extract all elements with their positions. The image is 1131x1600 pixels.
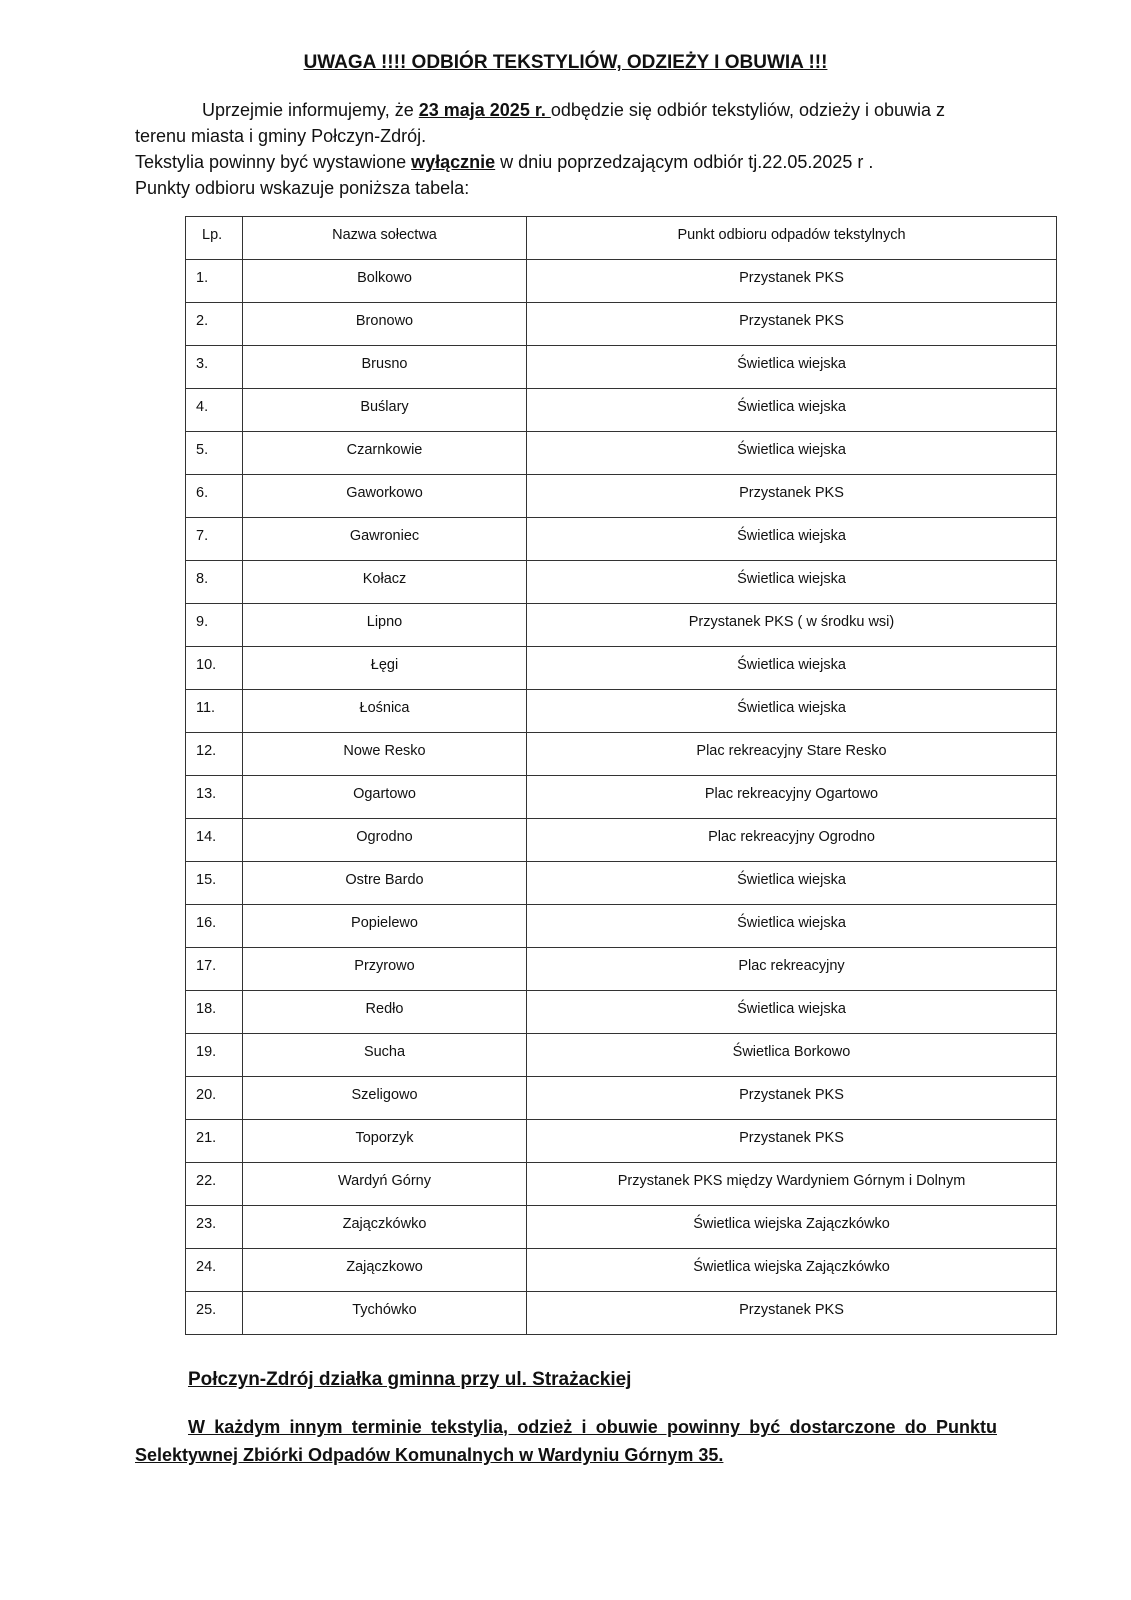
table-row bbox=[186, 346, 1057, 389]
row-name: Czarnkowie bbox=[243, 432, 527, 475]
row-name: Wardyń Górny bbox=[243, 1163, 527, 1206]
row-point: Przystanek PKS bbox=[527, 1077, 1057, 1120]
row-name: Gaworkowo bbox=[243, 475, 527, 518]
row-lp: 19. bbox=[186, 1034, 243, 1077]
row-name: Toporzyk bbox=[243, 1120, 527, 1163]
row-name: Ogartowo bbox=[243, 776, 527, 819]
row-lp: 1. bbox=[186, 260, 243, 303]
intro-line-2: terenu miasta i gminy Połczyn-Zdrój. bbox=[135, 126, 427, 146]
row-lp: 20. bbox=[186, 1077, 243, 1120]
row-name: Przyrowo bbox=[243, 948, 527, 991]
table-row bbox=[186, 260, 1057, 303]
table-row bbox=[186, 776, 1057, 819]
row-name: Kołacz bbox=[243, 561, 527, 604]
row-point: Plac rekreacyjny Ogrodno bbox=[527, 819, 1057, 862]
page-title: UWAGA !!!! ODBIÓR TEKSTYLIÓW, ODZIEŻY I OBUWIA !!! bbox=[303, 52, 828, 73]
row-lp: 24. bbox=[186, 1249, 243, 1292]
row-lp: 3. bbox=[186, 346, 243, 389]
table-row bbox=[186, 647, 1057, 690]
row-name: Zajączkowo bbox=[243, 1249, 527, 1292]
row-lp: 4. bbox=[186, 389, 243, 432]
table-row bbox=[186, 303, 1057, 346]
row-point: Świetlica wiejska bbox=[527, 389, 1057, 432]
intro-line-3 bbox=[135, 149, 873, 175]
row-name: Zajączkówko bbox=[243, 1206, 527, 1249]
row-name: Popielewo bbox=[243, 905, 527, 948]
row-point: Plac rekreacyjny Ogartowo bbox=[527, 776, 1057, 819]
table-row bbox=[186, 948, 1057, 991]
table-row bbox=[186, 733, 1057, 776]
table-row bbox=[186, 561, 1057, 604]
row-lp: 11. bbox=[186, 690, 243, 733]
intro-line-3-pre: Tekstylia powinny być wystawione bbox=[135, 152, 412, 172]
row-lp: 16. bbox=[186, 905, 243, 948]
row-name: Ostre Bardo bbox=[243, 862, 527, 905]
row-name: Lipno bbox=[243, 604, 527, 647]
table-row bbox=[186, 1034, 1057, 1077]
row-point: Przystanek PKS ( w środku wsi) bbox=[527, 604, 1057, 647]
row-point: Plac rekreacyjny Stare Resko bbox=[527, 733, 1057, 776]
row-point: Plac rekreacyjny bbox=[527, 948, 1057, 991]
table-row bbox=[186, 1163, 1057, 1206]
row-lp: 14. bbox=[186, 819, 243, 862]
row-lp: 15. bbox=[186, 862, 243, 905]
row-point: Świetlica wiejska bbox=[527, 432, 1057, 475]
row-point: Świetlica wiejska Zajączkówko bbox=[527, 1249, 1057, 1292]
table-row bbox=[186, 862, 1057, 905]
row-point: Świetlica wiejska bbox=[527, 905, 1057, 948]
row-lp: 6. bbox=[186, 475, 243, 518]
intro-line-1-pre: Uprzejmie informujemy, że bbox=[202, 100, 419, 120]
table-row bbox=[186, 819, 1057, 862]
header-name: Nazwa sołectwa bbox=[243, 217, 527, 260]
table-row bbox=[186, 604, 1057, 647]
row-lp: 8. bbox=[186, 561, 243, 604]
table-header-row bbox=[186, 217, 1057, 260]
table-row bbox=[186, 991, 1057, 1034]
collection-date: 23 maja 2025 r. bbox=[418, 100, 551, 120]
table-row bbox=[186, 690, 1057, 733]
row-name: Redło bbox=[243, 991, 527, 1034]
row-lp: 18. bbox=[186, 991, 243, 1034]
table-row bbox=[186, 1206, 1057, 1249]
table-row bbox=[186, 432, 1057, 475]
intro-line-4: Punkty odbioru wskazuje poniższa tabela: bbox=[135, 178, 470, 198]
row-name: Bolkowo bbox=[243, 260, 527, 303]
alternate-location-heading: Połczyn-Zdrój działka gminna przy ul. Strażackiej bbox=[188, 1369, 632, 1390]
row-name: Szeligowo bbox=[243, 1077, 527, 1120]
row-point: Przystanek PKS między Wardyniem Górnym i Dolnym bbox=[527, 1163, 1057, 1206]
row-point: Świetlica wiejska bbox=[527, 647, 1057, 690]
intro-line-1-post: odbędzie się odbiór tekstyliów, odzieży i obuwia z bbox=[550, 100, 946, 120]
row-lp: 10. bbox=[186, 647, 243, 690]
table-row bbox=[186, 389, 1057, 432]
collection-points-table bbox=[185, 216, 1057, 1335]
row-point: Przystanek PKS bbox=[527, 475, 1057, 518]
row-point: Świetlica Borkowo bbox=[527, 1034, 1057, 1077]
row-name: Gawroniec bbox=[243, 518, 527, 561]
row-lp: 2. bbox=[186, 303, 243, 346]
row-point: Świetlica wiejska bbox=[527, 561, 1057, 604]
table-row bbox=[186, 1249, 1057, 1292]
table-row bbox=[186, 1120, 1057, 1163]
row-name: Ogrodno bbox=[243, 819, 527, 862]
row-lp: 23. bbox=[186, 1206, 243, 1249]
exclusively-emphasis: wyłącznie bbox=[411, 152, 496, 172]
row-lp: 5. bbox=[186, 432, 243, 475]
row-lp: 21. bbox=[186, 1120, 243, 1163]
row-point: Świetlica wiejska bbox=[527, 690, 1057, 733]
row-point: Przystanek PKS bbox=[527, 303, 1057, 346]
table-row bbox=[186, 475, 1057, 518]
row-name: Tychówko bbox=[243, 1292, 527, 1335]
footer-notice bbox=[135, 1413, 997, 1469]
row-name: Nowe Resko bbox=[243, 733, 527, 776]
row-name: Sucha bbox=[243, 1034, 527, 1077]
footer-text: W każdym innym terminie tekstylia, odzież i obuwie powinny być dostarczone do Punktu Selektywnej Zbiórki Odpadów Komunalnych w Wardyniu Górnym 35. bbox=[135, 1417, 997, 1465]
header-lp: Lp. bbox=[186, 217, 243, 260]
row-name: Brusno bbox=[243, 346, 527, 389]
table-row bbox=[186, 1077, 1057, 1120]
row-name: Łęgi bbox=[243, 647, 527, 690]
row-name: Łośnica bbox=[243, 690, 527, 733]
table-row bbox=[186, 518, 1057, 561]
row-point: Świetlica wiejska bbox=[527, 991, 1057, 1034]
row-lp: 25. bbox=[186, 1292, 243, 1335]
row-point: Świetlica wiejska Zajączkówko bbox=[527, 1206, 1057, 1249]
row-point: Przystanek PKS bbox=[527, 1120, 1057, 1163]
row-point: Przystanek PKS bbox=[527, 260, 1057, 303]
row-lp: 9. bbox=[186, 604, 243, 647]
header-point: Punkt odbioru odpadów tekstylnych bbox=[527, 217, 1057, 260]
row-point: Przystanek PKS bbox=[527, 1292, 1057, 1335]
table-row bbox=[186, 1292, 1057, 1335]
row-lp: 22. bbox=[186, 1163, 243, 1206]
row-lp: 7. bbox=[186, 518, 243, 561]
row-lp: 13. bbox=[186, 776, 243, 819]
row-lp: 17. bbox=[186, 948, 243, 991]
table-row bbox=[186, 905, 1057, 948]
intro-line-3-post: w dniu poprzedzającym odbiór tj.22.05.2025 r . bbox=[495, 152, 874, 172]
row-point: Świetlica wiejska bbox=[527, 862, 1057, 905]
row-point: Świetlica wiejska bbox=[527, 346, 1057, 389]
row-point: Świetlica wiejska bbox=[527, 518, 1057, 561]
row-name: Bronowo bbox=[243, 303, 527, 346]
intro-line-1 bbox=[202, 97, 945, 123]
row-lp: 12. bbox=[186, 733, 243, 776]
row-name: Buślary bbox=[243, 389, 527, 432]
